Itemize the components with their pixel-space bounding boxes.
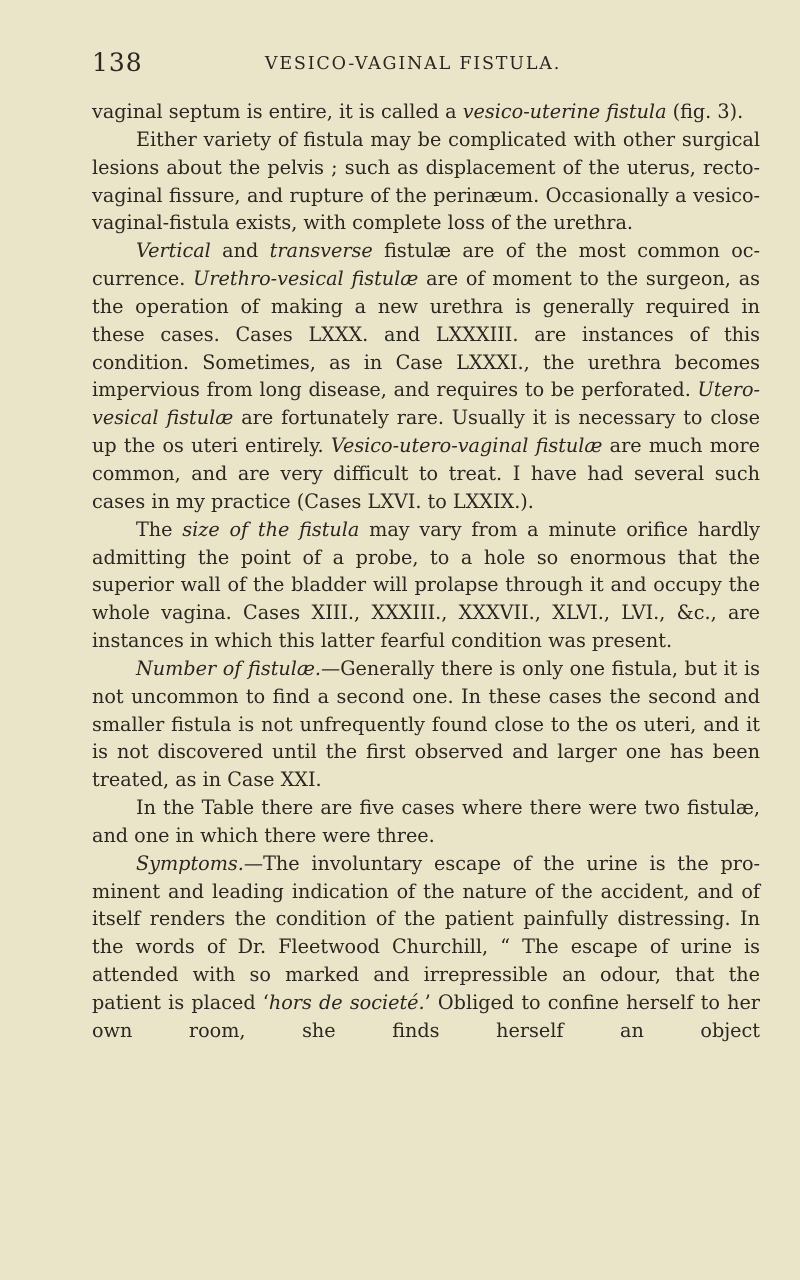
- page-number: 138: [92, 48, 143, 77]
- body-text: [92, 98, 760, 1045]
- text-run: vaginal septum is entire, it is called a: [92, 100, 463, 123]
- text-run: may vary from a minute orifice hardly admitting the point of a probe, to a hole so enormous that the superior wall of the bladder will prolapse through it and occupy the whole vagina. Cases XIII., XXXIII., XXXVII., XLVI., LVI., &c., are instances in which this latter fearful condition was present.: [92, 517, 760, 653]
- text-run: ’ Obliged to confine herself to her own room, she finds herself an object: [92, 991, 760, 1042]
- text-run: are of moment to the surgeon, as the operation of making a new urethra is generally required in these cases. Cases LXXX. and LXXXIII. are instances of this condition. Sometimes, as in Case LXXXI., the urethra becomes impervious from long disease, and requires to be perforated.: [92, 267, 760, 402]
- paragraph-3: [92, 237, 760, 515]
- paragraph-5: [92, 655, 760, 794]
- text-run: and: [210, 239, 270, 263]
- text-run: (fig. 3).: [666, 100, 744, 123]
- running-title: VESICO-VAGINAL FISTULA.: [264, 54, 562, 74]
- italic-term: Vertical: [136, 239, 211, 263]
- italic-term: Utero-vesical fistulæ: [92, 378, 760, 430]
- text-run: —Generally there is only one fistula, but it is not uncommon to find a second one. In these cases the second and smaller fistula is not unfrequently found close to the os uteri, and it is not discovered until the first observed and larger one has been treated, as in Case XXI.: [92, 656, 760, 792]
- text-run: Either variety of fistula may be complicated with other surgical lesions about the pelvis ; such as displacement of the uterus, recto-vaginal fissure, and rupture of the perinæum. Occasionally a vesico-vaginal-fistula exists, with complete loss of the urethra.: [92, 127, 760, 235]
- paragraph-2: [92, 126, 760, 237]
- italic-term: vesico-uterine fistula: [462, 100, 667, 123]
- text-run: fistulæ are of the most common oc-currence.: [92, 239, 760, 291]
- paragraph-4: [92, 516, 760, 655]
- paragraph-1: [92, 98, 760, 126]
- paragraph-6: [92, 794, 760, 850]
- italic-term: hors de societé.: [268, 991, 425, 1014]
- text-run: The: [136, 517, 183, 541]
- text-run: —The involuntary escape of the urine is the pro-minent and leading indication of the nature of the accident, and of itself renders the condition of the patient painfully distressing. In the words of Dr. Fleetwood Churchill, “ The escape of urine is attended with so marked and irrepressible an odour, that the patient is placed ‘: [92, 851, 760, 1014]
- italic-heading: Number of fistulæ.: [136, 656, 322, 680]
- italic-heading: Symptoms.: [136, 851, 244, 875]
- text-run: are fortunately rare. Usually it is necessary to close up the os uteri entirely.: [92, 406, 760, 458]
- italic-term: size of the fistula: [182, 517, 360, 541]
- text-run: are much more common, and are very difficult to treat. I have had several such cases in my practice (Cases LXVI. to LXXIX.).: [92, 434, 760, 513]
- paragraph-7: [92, 850, 760, 1045]
- page-header: [0, 48, 800, 88]
- italic-term: Vesico-utero-vaginal fistulæ: [330, 434, 603, 458]
- text-run: In the Table there are five cases where there were two fistulæ, and one in which there were three.: [92, 796, 760, 847]
- italic-term: transverse: [269, 239, 373, 263]
- italic-term: Urethro-vesical fistulæ: [193, 267, 419, 291]
